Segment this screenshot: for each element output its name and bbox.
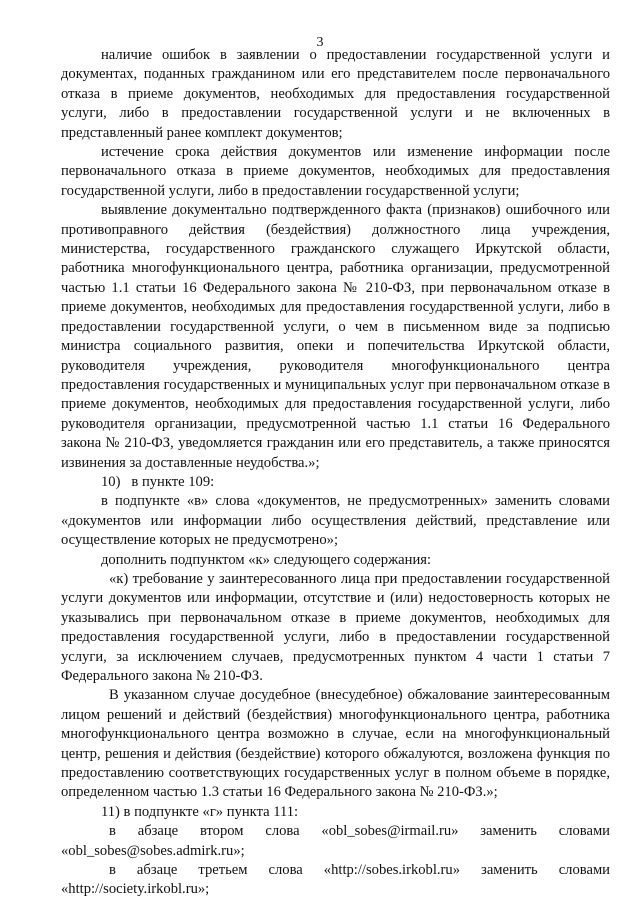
paragraph-pretrial-appeal: В указанном случае досудебное (внесудебное) обжалование заинтересованным лицом решений и действий (бездействия) многофункционального центра, работника многофункционального центра возможно в случае, если на многофункциональный центр, решения и действия (бездействие) которого обжалуются, возложена функция по предоставлению соответствующих государственных услуг в полном объеме в порядке, определенном частью 1.3 статьи 16 Федерального закона № 210-ФЗ.»; — [61, 687, 610, 801]
paragraph-url-replacement: в абзаце третьем слова «http://sobes.irkobl.ru» заменить словами «http://society.irkobl.ru»; — [61, 862, 610, 898]
paragraph-errors-in-application: наличие ошибок в заявлении о предоставлении государственной услуги и документах, поданных гражданином или его представителем после первоначального отказа в приеме документов, необходимых для предоставления государственной услуги, либо в предоставлении государственной услуги и не включенных в представленный ранее комплект документов; — [61, 47, 610, 141]
page-number: 3 — [316, 35, 324, 50]
paragraph-add-subitem-k: дополнить подпунктом «к» следующего содержания: — [101, 551, 432, 568]
paragraph-document-expiry: истечение срока действия документов или изменение информации после первоначального отказа в приеме документов, необходимых для предоставления государственной услуги, либо в предоставлении государственной услуги; — [61, 144, 610, 199]
paragraph-subitem-k-text: «к) требование у заинтересованного лица при предоставлении государственной услуги документов или информации, отсутствие и (или) недостоверность которых не указывались при первоначальном отказе в приеме документов, необходимых для предоставления государственной услуги, либо в предоставлении государственной услуги, за исключением случаев, предусмотренных пунктом 4 части 1 статьи 7 Федерального закона № 210-ФЗ. — [61, 570, 610, 684]
paragraph-erroneous-action: выявление документально подтвержденного факта (признаков) ошибочного или противоправного действия (бездействия) должностного лица учреждения, министерства, государственного гражданского служащего Иркутской области, работника многофункционального центра, работника организации, предусмотренной частью 1.1 статьи 16 Федерального закона № 210-ФЗ, при первоначальном отказе в приеме документов, необходимых для предоставления государственной услуги, либо в предоставлении государственной услуги, о чем в письменном виде за подписью министра социального развития, опеки и попечительства Иркутской области, руководителя учреждения, руководителя многофункционального центра предоставления государственных и муниципальных услуг при первоначальном отказе в приеме документов, необходимых для предоставления государственной услуги, либо руководителя организации, предусмотренной частью 1.1 статьи 16 Федерального закона № 210-ФЗ, уведомляется гражданин или его представитель, а также приносятся извинения за доставленные неудобства.»; — [61, 202, 610, 471]
paragraph-item-11: 11) в подпункте «г» пункта 111: — [101, 803, 299, 820]
paragraph-subitem-v: в подпункте «в» слова «документов, не предусмотренных» заменить словами «документов или информации либо осуществления действий, представление или осуществление которых не предусмотрено»; — [61, 493, 610, 549]
document-body — [61, 46, 610, 900]
paragraph-item-10: 10) в пункте 109: — [101, 473, 215, 490]
paragraph-email-replacement: в абзаце втором слова «obl_sobes@irmail.ru» заменить словами «obl_sobes@sobes.admirk.ru»; — [61, 823, 610, 859]
